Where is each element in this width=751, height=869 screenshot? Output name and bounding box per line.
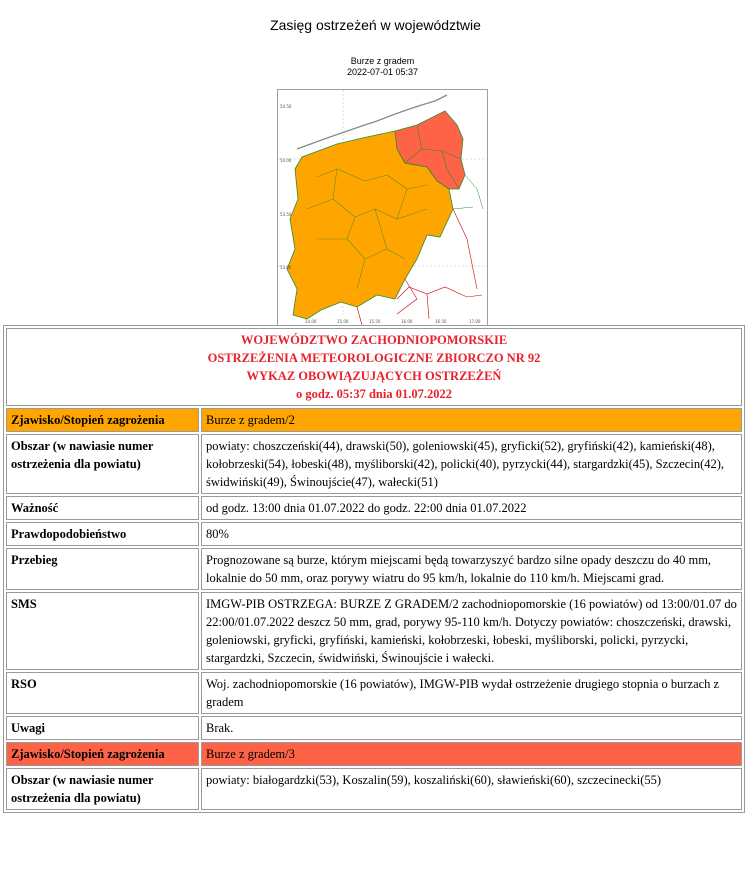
rso-label: RSO <box>6 672 199 714</box>
warning-map <box>277 56 488 326</box>
table-row <box>6 434 742 494</box>
phenomenon-value: Burze z gradem/2 <box>201 408 742 432</box>
header-datetime: o godz. 05:37 dnia 01.07.2022 <box>296 387 452 401</box>
phenomenon-label: Zjawisko/Stopień zagrożenia <box>6 408 199 432</box>
area-value: powiaty: choszczeński(44), drawski(50), goleniowski(45), gryficki(52), gryfiński(42), kamieński(48), kołobrzeski(54), łobeski(48), myśliborski(42), policki(40), pyrzycki(44), stargardzki(45), Szczecin(42), świdwiński(49), Świnoujście(47), wałecki(51) <box>201 434 742 494</box>
table-row <box>6 522 742 546</box>
validity-label: Ważność <box>6 496 199 520</box>
probability-label: Prawdopodobieństwo <box>6 522 199 546</box>
map-caption-datetime: 2022-07-01 05:37 <box>346 67 419 77</box>
course-value: Prognozowane są burze, którym miejscami będą towarzyszyć bardzo silne opady deszczu do 40 mm, lokalnie do 50 mm, oraz porywy wiatru do 95 km/h, lokalnie do 110 km/h. Miejscami grad. <box>201 548 742 590</box>
lon-tick: 15.50 <box>369 319 381 324</box>
notes-label: Uwagi <box>6 716 199 740</box>
header-voivodeship: WOJEWÓDZTWO ZACHODNIOPOMORSKIE <box>240 333 508 347</box>
header-bulletin: OSTRZEŻENIA METEOROLOGICZNE ZBIORCZO NR 92 <box>207 351 541 365</box>
table-row <box>6 548 742 590</box>
lon-tick: 17.00 <box>469 319 481 324</box>
voivodeship-map <box>277 89 488 326</box>
warnings-table <box>3 325 745 813</box>
lat-tick: 53.00 <box>280 265 292 270</box>
table-row <box>6 742 742 766</box>
table-row <box>6 768 742 810</box>
phenomenon-value: Burze z gradem/3 <box>201 742 742 766</box>
table-row <box>6 408 742 432</box>
lat-tick: 53.50 <box>280 212 292 217</box>
table-row <box>6 672 742 714</box>
lat-tick: 54.50 <box>280 104 292 109</box>
rso-value: Woj. zachodniopomorskie (16 powiatów), IMGW-PIB wydał ostrzeżenie drugiego stopnia o burzach z gradem <box>201 672 742 714</box>
table-header <box>6 328 742 406</box>
table-row <box>6 496 742 520</box>
validity-value: od godz. 13:00 dnia 01.07.2022 do godz. 22:00 dnia 01.07.2022 <box>201 496 742 520</box>
notes-value: Brak. <box>201 716 742 740</box>
area-label: Obszar (w nawiasie numer ostrzeżenia dla powiatu) <box>6 768 199 810</box>
sms-label: SMS <box>6 592 199 670</box>
lon-tick: 16.00 <box>401 319 413 324</box>
course-label: Przebieg <box>6 548 199 590</box>
page-title: Zasięg ostrzeżeń w województwie <box>270 17 481 33</box>
sms-value: IMGW-PIB OSTRZEGA: BURZE Z GRADEM/2 zachodniopomorskie (16 powiatów) od 13:00/01.07 do 22:00/01.07.2022 deszcz 50 mm, grad, porywy 95-110 km/h. Dotyczy powiatów: choszczeński, drawski, goleniowski, gryficki, gryfiński, kamieński, kołobrzeski, łobeski, myśliborski, policki, pyrzycki, stargardzki, Szczecin, świdwiński, Świnoujście i wałecki. <box>201 592 742 670</box>
map-caption-phenomenon: Burze z gradem <box>350 56 415 66</box>
probability-value: 80% <box>201 522 742 546</box>
lat-tick: 54.00 <box>280 158 292 163</box>
table-row <box>6 716 742 740</box>
area-value: powiaty: białogardzki(53), Koszalin(59), koszaliński(60), sławieński(60), szczecinecki(55) <box>201 768 742 810</box>
header-list-title: WYKAZ OBOWIĄZUJĄCYCH OSTRZEŻEŃ <box>246 369 502 383</box>
lon-tick: 14.00 <box>305 319 317 324</box>
lon-tick: 16.50 <box>435 319 447 324</box>
phenomenon-label: Zjawisko/Stopień zagrożenia <box>6 742 199 766</box>
lon-tick: 15.00 <box>337 319 349 324</box>
map-caption <box>277 56 488 78</box>
table-row <box>6 592 742 670</box>
area-label: Obszar (w nawiasie numer ostrzeżenia dla powiatu) <box>6 434 199 494</box>
